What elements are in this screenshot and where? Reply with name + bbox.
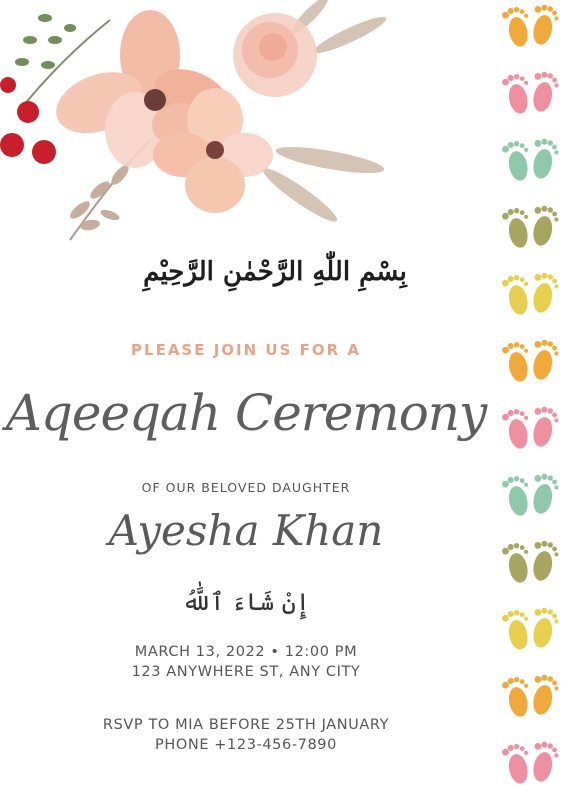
event-title: Aqeeqah Ceremony bbox=[5, 384, 487, 442]
child-name: Ayesha Khan bbox=[108, 506, 384, 555]
floral-decoration bbox=[0, 0, 430, 250]
baby-footprint-icon bbox=[498, 469, 564, 519]
subtitle-text: OF OUR BELOVED DAUGHTER bbox=[141, 480, 351, 495]
baby-footprint-icon bbox=[498, 134, 564, 184]
baby-footprint-icon bbox=[498, 335, 564, 385]
inshallah-text: إِنْ شَاءَ ٱللَّٰهُ bbox=[182, 588, 310, 616]
svg-text:بِسْمِ اللّٰهِ الرَّحْمٰنِ الر: بِسْمِ اللّٰهِ الرَّحْمٰنِ الرَّحِيْمِ bbox=[143, 257, 407, 287]
baby-footprints-column bbox=[492, 0, 570, 798]
baby-footprint-icon bbox=[498, 603, 564, 653]
address: 123 ANYWHERE ST, ANY CITY bbox=[131, 664, 361, 680]
intro-text: PLEASE JOIN US FOR A bbox=[131, 341, 361, 359]
baby-footprint-icon bbox=[498, 67, 564, 117]
baby-footprint-icon bbox=[498, 670, 564, 720]
phone-text: PHONE +123-456-7890 bbox=[155, 737, 337, 753]
baby-footprint-icon bbox=[498, 201, 564, 251]
baby-footprint-icon bbox=[498, 737, 564, 787]
date-time: MARCH 13, 2022 • 12:00 PM bbox=[134, 644, 358, 660]
baby-footprint-icon bbox=[498, 402, 564, 452]
bismillah-calligraphy bbox=[143, 232, 407, 304]
baby-footprint-icon bbox=[498, 0, 564, 50]
rsvp-text: RSVP TO MIA BEFORE 25TH JANUARY bbox=[102, 717, 390, 733]
baby-footprint-icon bbox=[498, 268, 564, 318]
baby-footprint-icon bbox=[498, 536, 564, 586]
